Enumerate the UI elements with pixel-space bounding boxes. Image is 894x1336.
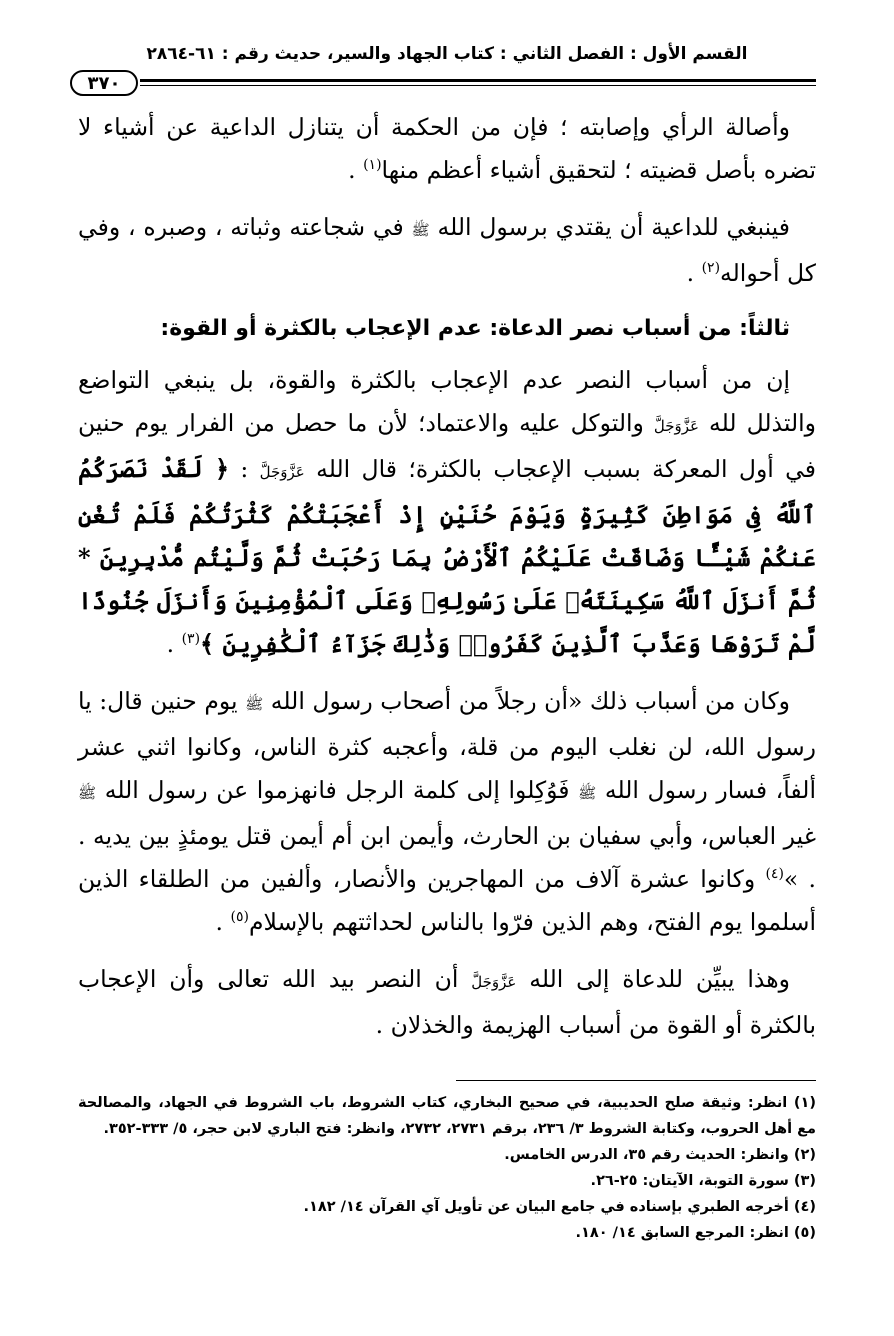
honorific-saw: ﷺ [578,784,597,802]
footnote: (٤) أخرجه الطبري بإسناده في جامع البيان عن تأويل آي القرآن ١٤/ ١٨٢. [303,1199,816,1215]
quran-verse: ﴿ لَقَدْ نَصَرَكُمُ ٱللَّهُ فِى مَوَاطِنَ كَثِيرَةٍ وَيَوْمَ حُنَيْنٍ إِذْ أَعْجَبَتْكُمْ كَثْرَتُكُمْ فَلَمْ تُغْنِ عَنكُمْ شَيْـًٔا وَضَاقَتْ عَلَيْكُمُ ٱلْأَرْضُ بِمَا رَحُبَتْ ثُمَّ وَلَّيْتُم مُّدْبِرِينَ * ثُمَّ أَنزَلَ ٱللَّهُ سَكِينَتَهُۥ عَلَىٰ رَسُولِهِۦ وَعَلَى ٱلْمُؤْمِنِينَ وَأَنزَلَ جُنُودًا لَّمْ تَرَوْهَا وَعَذَّبَ ٱلَّذِينَ كَفَرُوا۟ وَذَٰلِكَ جَزَآءُ ٱلْكَٰفِرِينَ ﴾ [78,454,816,658]
paragraph: وأصالة الرأي وإصابته ؛ فإن من الحكمة أن يتنازل الداعية عن أشياء لا تضره بأصل قضيته ؛ لتحقيق أشياء أعظم منها$^{(١)}$ . [78,113,816,184]
honorific-saw: ﷺ [245,695,264,713]
header-rule-row [70,70,816,96]
honorific-azza-wajal: عَزَّوَجَلَّ [471,973,517,991]
header-rule [140,79,816,86]
paragraph: وهذا يبيِّن للدعاة إلى الله عَزَّوَجَلَّ أن النصر بيد الله تعالى وأن الإعجاب بالكثرة أو القوة من أسباب الهزيمة والخذلان . [78,965,816,1039]
footnote-ref: (٣) [181,631,201,648]
footnote-ref: (٤) [765,866,784,883]
footnote: (٥) انظر: المرجع السابق ١٤/ ١٨٠. [575,1225,816,1241]
honorific-azza-wajal: عَزَّوَجَلَّ [259,463,305,481]
footnotes [78,1090,816,1246]
running-header: القسم الأول : الفصل الثاني : كتاب الجهاد والسير، حديث رقم : ٦١-٢٨٦٤ [146,44,748,64]
section-heading: ثالثاً: من أسباب نصر الدعاة: عدم الإعجاب بالكثرة أو القوة: [160,316,790,341]
footnote: (٣) سورة التوبة، الآيتان: ٢٥-٢٦. [590,1173,816,1189]
footnote: (١) انظر: وثيقة صلح الحديبية، في صحيح البخاري، كتاب الشروط، باب الشروط في الجهاد، والمصالحة مع أهل الحروب، وكتابة الشروط ٣/ ٢٣٦، برقم ٢٧٣١، ٢٧٣٢، وانظر: فتح الباري لابن حجر، ٥/ ٣٣٣-٣٥٢. [78,1095,816,1137]
honorific-saw: ﷺ [78,784,97,802]
honorific-azza-wajal: عَزَّوَجَلَّ [653,417,699,435]
honorific-saw: ﷺ [411,221,430,239]
footnote-ref: (٢) [701,260,721,277]
paragraph: إن من أسباب النصر عدم الإعجاب بالكثرة والقوة، بل ينبغي التواضع والتذلل لله عَزَّوَجَلَّ والتوكل عليه والاعتماد؛ لأن ما حصل من الفرار يوم حنين في أول المعركة بسبب الإعجاب بالكثرة؛ قال الله عَزَّوَجَلَّ : ﴿ لَقَدْ نَصَرَكُمُ ٱللَّهُ فِى مَوَاطِنَ كَثِيرَةٍ وَيَوْمَ حُنَيْنٍ إِذْ أَعْجَبَتْكُمْ كَثْرَتُكُمْ فَلَمْ تُغْنِ عَنكُمْ شَيْـًٔا وَضَاقَتْ عَلَيْكُمُ ٱلْأَرْضُ بِمَا رَحُبَتْ ثُمَّ وَلَّيْتُم مُّدْبِرِينَ * ثُمَّ أَنزَلَ ٱللَّهُ سَكِينَتَهُۥ عَلَىٰ رَسُولِهِۦ وَعَلَى ٱلْمُؤْمِنِينَ وَأَنزَلَ جُنُودًا لَّمْ تَرَوْهَا وَعَذَّبَ ٱلَّذِينَ كَفَرُوا۟ وَذَٰلِكَ جَزَآءُ ٱلْكَٰفِرِينَ ﴾$^{(٣)}$ . [78,366,817,658]
body-text [78,106,816,1061]
footnote-separator [456,1080,816,1081]
footnote-ref: (١) [363,157,382,174]
footnote: (٢) وانظر: الحديث رقم ٣٥، الدرس الخامس. [504,1147,816,1163]
paragraph: فينبغي للداعية أن يقتدي برسول الله ﷺ في شجاعته وثباته ، وصبره ، وفي كل أحواله$^{(٢)}$ . [78,213,816,287]
footnote-ref: (٥) [230,909,249,926]
paragraph: وكان من أسباب ذلك «أن رجلاً من أصحاب رسول الله ﷺ يوم حنين قال: يا رسول الله، لن نغلب اليوم من قلة، وأعجبه كثرة الناس، وكانوا اثني عشر ألفاً، فسار رسول الله ﷺ فَوُكِلوا إلى كلمة الرجل فانهزموا عن رسول الله ﷺ غير العباس، وأبي سفيان بن الحارث، وأيمن ابن أم أيمن قتل يومئذٍ بين يديه . . »$^{(٤)}$ وكانوا عشرة آلاف من المهاجرين والأنصار، وألفين من الطلقاء الذين أسلموا يوم الفتح، وهم الذين فرّوا بالناس لحداثتهم بالإسلام$^{(٥)}$ . [78,687,816,936]
page-number: ٣٧٠ [70,70,138,96]
